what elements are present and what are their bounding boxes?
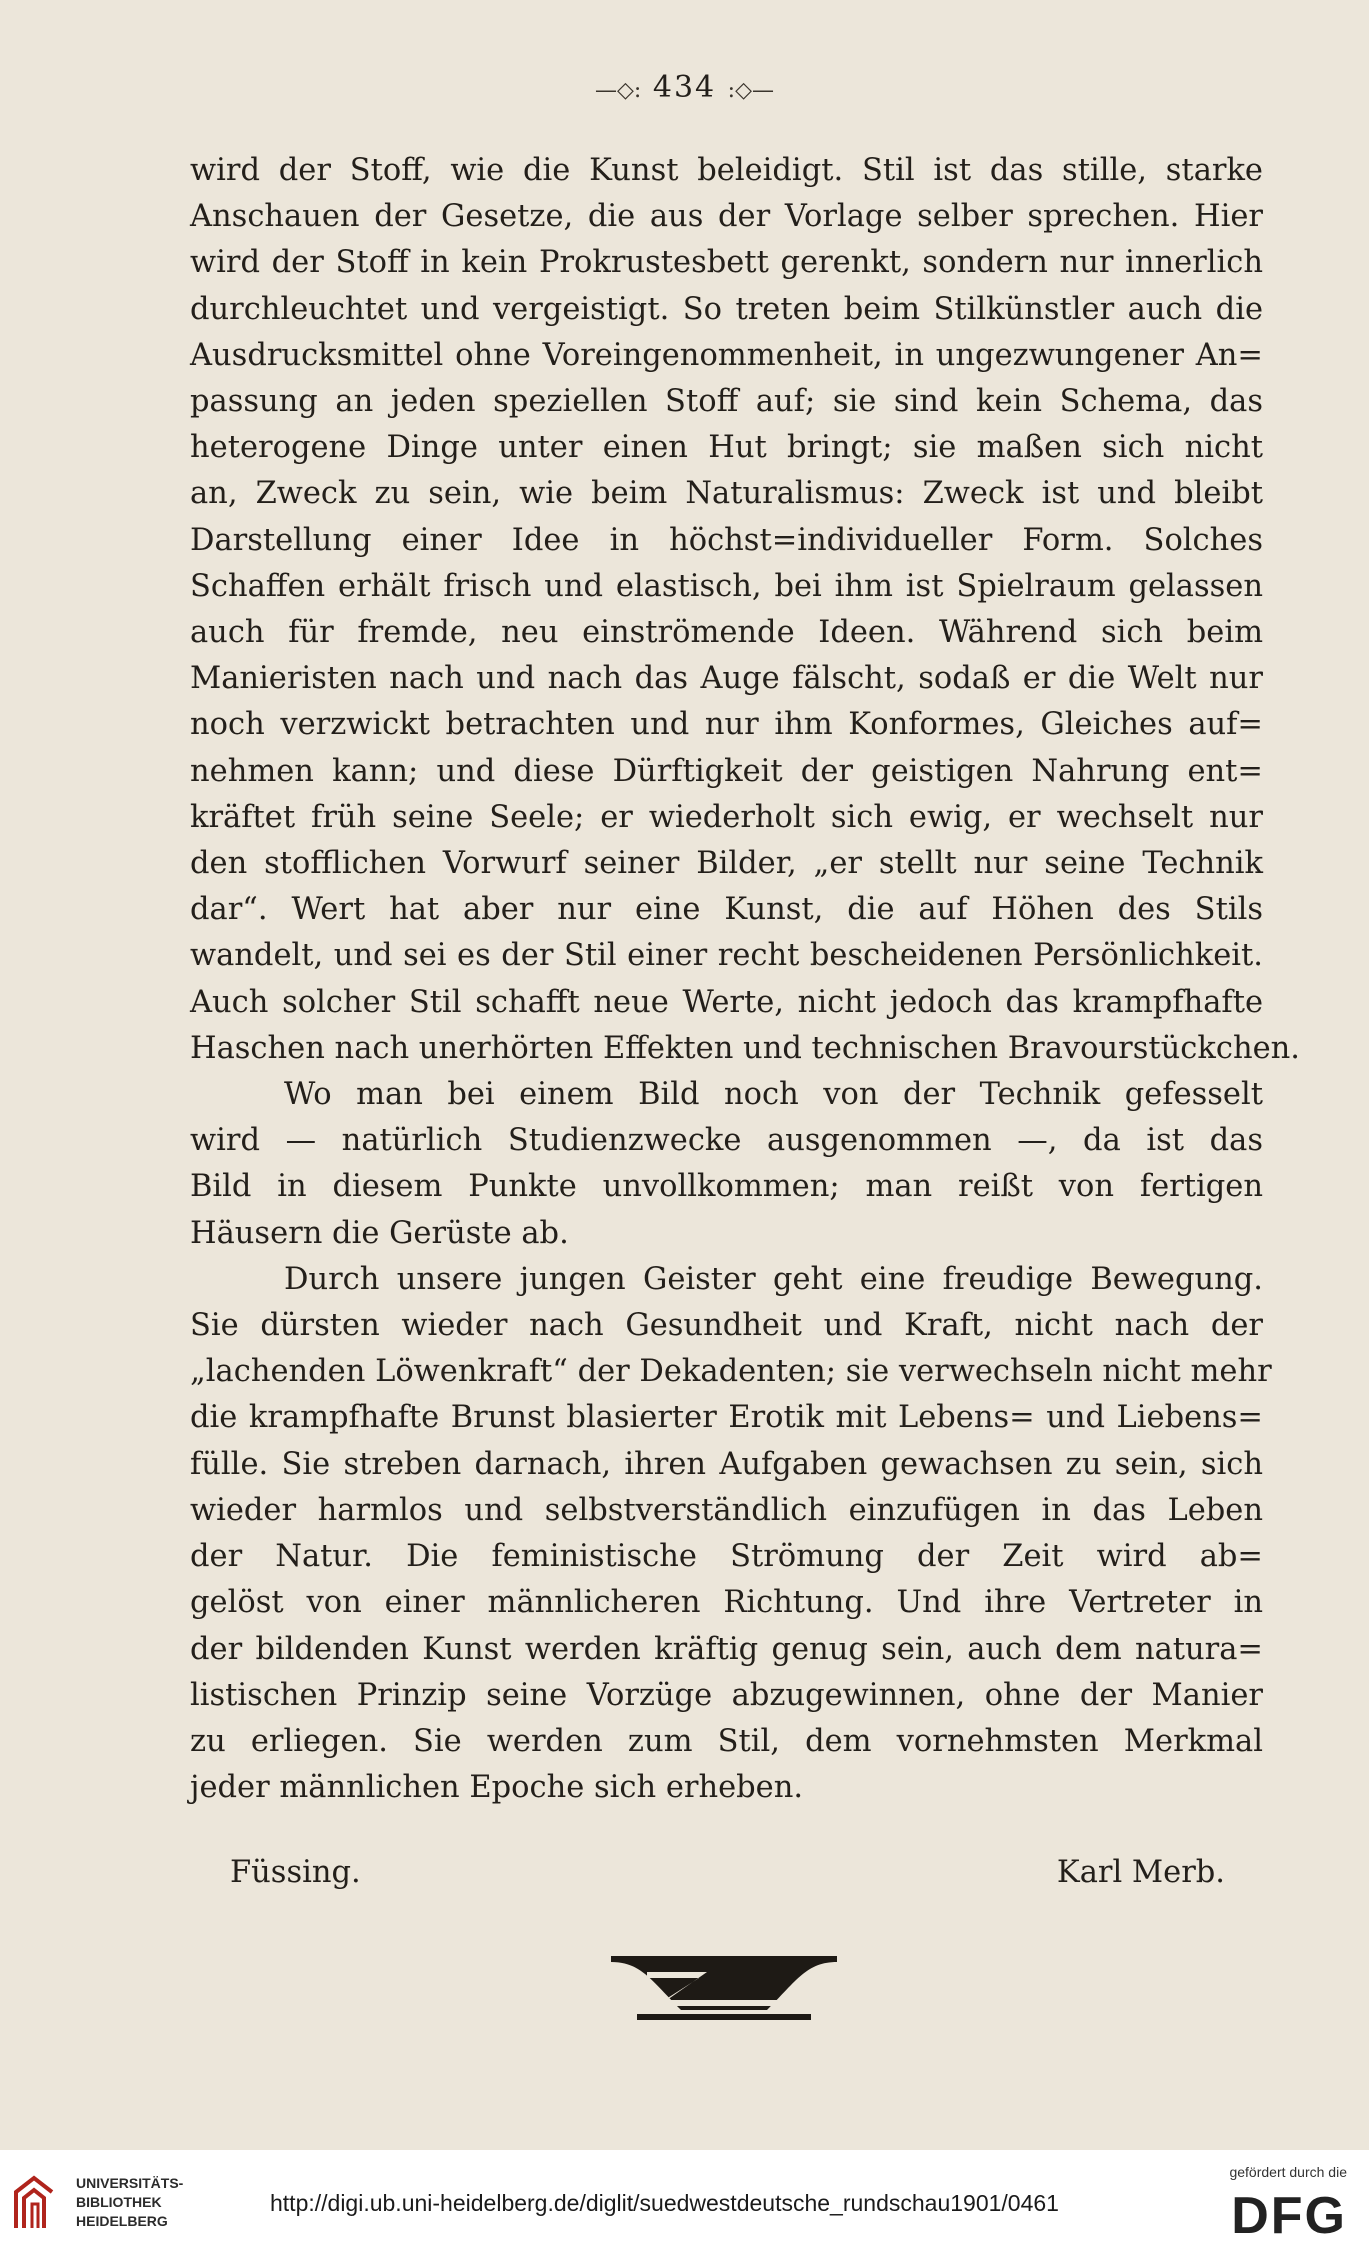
end-ornament-icon <box>607 1950 841 2026</box>
text-line: an, Zweck zu sein, wie beim Naturalismus: Zweck ist und bleibt <box>190 476 1263 512</box>
text-line: Darstellung einer Idee in höchst=individueller Form. Solches <box>190 522 1263 558</box>
article-text <box>190 148 1300 1811</box>
text-line: Sie dürsten wieder nach Gesundheit und Kraft, nicht nach der <box>190 1308 1263 1344</box>
text-line: wird — natürlich Studienzwecke ausgenommen —, da ist das <box>190 1123 1263 1159</box>
page-number-value: 434 <box>652 70 717 105</box>
text-line: der bildenden Kunst werden kräftig genug sein, auch dem natura= <box>190 1631 1263 1667</box>
text-line: Manieristen nach und nach das Auge fälscht, sodaß er die Welt nur <box>190 661 1263 697</box>
text-line: den stofflichen Vorwurf seiner Bilder, „er stellt nur seine Technik <box>190 846 1263 882</box>
text-line: Schaffen erhält frisch und elastisch, bei ihm ist Spielraum gelassen <box>190 568 1263 604</box>
text-line: Häusern die Gerüste ab. <box>190 1215 569 1251</box>
text-line: fülle. Sie streben darnach, ihren Aufgaben gewachsen zu sein, sich <box>190 1446 1263 1482</box>
text-line: auch für fremde, neu einströmende Ideen. Während sich beim <box>190 615 1263 651</box>
text-line: dar“. Wert hat aber nur eine Kunst, die auf Höhen des Stils <box>190 892 1263 928</box>
text-line: durchleuchtet und vergeistigt. So treten beim Stilkünstler auch die <box>190 291 1263 327</box>
signature-place: Füssing. <box>230 1855 361 1890</box>
text-line: der Natur. Die feministische Strömung der Zeit wird ab= <box>190 1539 1263 1575</box>
university-name-line: UNIVERSITÄTS- <box>76 2175 184 2191</box>
text-line: wandelt, und sei es der Stil einer recht bescheidenen Persönlichkeit. <box>190 938 1263 974</box>
footer-bar <box>0 2150 1369 2256</box>
page-number-ornament-right: :◇— <box>727 78 775 103</box>
university-name <box>76 2174 183 2231</box>
text-line: noch verzwickt betrachten und nur ihm Konformes, Gleiches auf= <box>190 707 1263 743</box>
text-line: Haschen nach unerhörten Effekten und technischen Bravourstückchen. <box>190 1030 1300 1066</box>
text-line: kräftet früh seine Seele; er wiederholt sich ewig, er wechselt nur <box>190 799 1263 835</box>
text-line: jeder männlichen Epoche sich erheben. <box>190 1770 804 1806</box>
page-number <box>0 70 1369 105</box>
text-line: Wo man bei einem Bild noch von der Technik gefesselt <box>284 1077 1263 1113</box>
text-line: Durch unsere jungen Geister geht eine freudige Bewegung. <box>284 1261 1263 1297</box>
funding-note: gefördert durch die <box>1229 2164 1347 2180</box>
source-url: http://digi.ub.uni-heidelberg.de/diglit/suedwestdeutsche_rundschau1901/0461 <box>270 2190 1059 2216</box>
text-line: heterogene Dinge unter einen Hut bringt; sie maßen sich nicht <box>190 430 1263 466</box>
text-line: nehmen kann; und diese Dürftigkeit der geistigen Nahrung ent= <box>190 753 1263 789</box>
text-line: wird der Stoff in kein Prokrustesbett gerenkt, sondern nur innerlich <box>190 245 1263 281</box>
text-line: wird der Stoff, wie die Kunst beleidigt. Stil ist das stille, starke <box>190 153 1263 188</box>
dfg-logo: DFG <box>1231 2187 1347 2245</box>
text-line: die krampfhafte Brunst blasierter Erotik mit Lebens= und Liebens= <box>190 1400 1263 1436</box>
text-line: listischen Prinzip seine Vorzüge abzugewinnen, ohne der Manier <box>190 1677 1263 1713</box>
text-line: gelöst von einer männlicheren Richtung. Und ihre Vertreter in <box>190 1585 1263 1621</box>
text-line: Bild in diesem Punkte unvollkommen; man reißt von fertigen <box>190 1169 1263 1205</box>
text-line: Ausdrucksmittel ohne Voreingenommenheit, in ungezwungener An= <box>190 337 1263 373</box>
text-line: zu erliegen. Sie werden zum Stil, dem vornehmsten Merkmal <box>190 1723 1263 1759</box>
signature-author: Karl Merb. <box>1056 1855 1225 1890</box>
page-number-ornament-left: —◇: <box>594 78 642 103</box>
university-logo-icon <box>12 2174 58 2232</box>
university-name-line: HEIDELBERG <box>76 2213 168 2229</box>
text-line: Anschauen der Gesetze, die aus der Vorlage selber sprechen. Hier <box>190 199 1263 235</box>
text-line: „lachenden Löwenkraft“ der Dekadenten; sie verwechseln nicht mehr <box>190 1354 1272 1390</box>
text-line: wieder harmlos und selbstverständlich einzufügen in das Leben <box>190 1492 1263 1528</box>
signature <box>230 1855 1225 1890</box>
text-line: Auch solcher Stil schafft neue Werte, nicht jedoch das krampfhafte <box>190 984 1263 1020</box>
university-name-line: BIBLIOTHEK <box>76 2194 162 2210</box>
text-line: passung an jeden speziellen Stoff auf; sie sind kein Schema, das <box>190 384 1263 420</box>
